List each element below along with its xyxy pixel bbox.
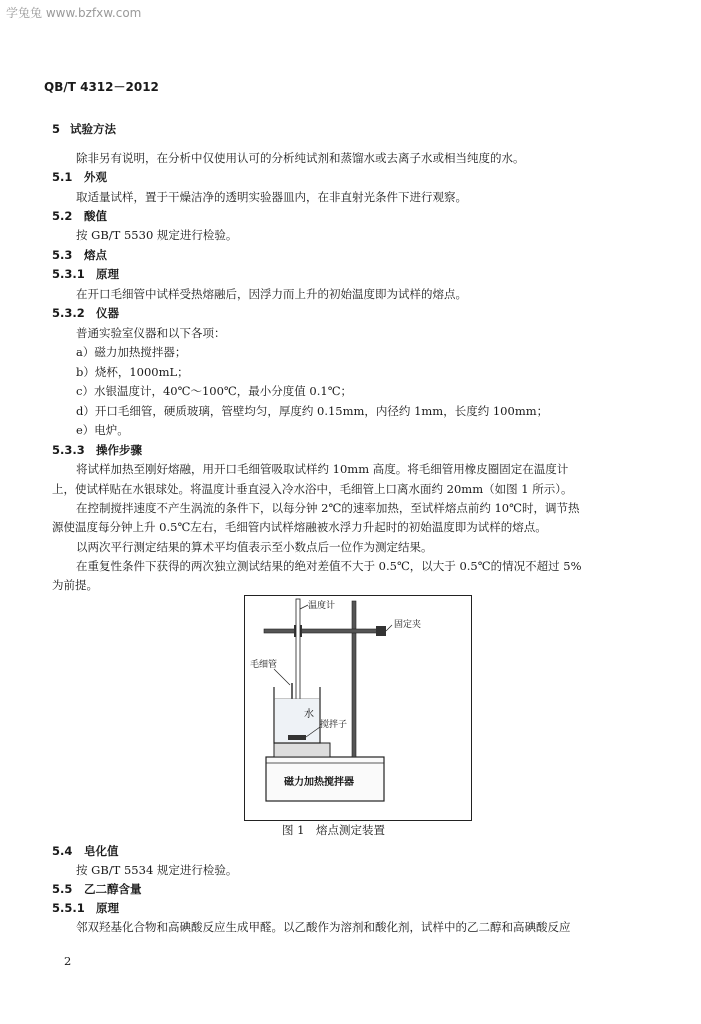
- section-5-5-1-title: 原理: [96, 901, 119, 915]
- instrument-item: a）磁力加热搅拌器；: [76, 345, 187, 359]
- section-5-3-2-title: 仪器: [96, 306, 119, 320]
- clamp-leader: [386, 625, 392, 631]
- section-5-1-number: 5.1: [52, 170, 73, 184]
- procedure-line: 在重复性条件下获得的两次独立测试结果的绝对差值不大于 0.5℃，以大于 0.5℃的情况不超过 5%: [76, 559, 582, 573]
- clamp-label: 固定夹: [394, 620, 422, 630]
- figure-caption: 图 1 熔点测定装置: [282, 823, 385, 837]
- clamp-knob: [376, 626, 386, 636]
- capillary-label: 毛细管: [250, 660, 278, 670]
- section-5-2-text: 按 GB/T 5530 规定进行检验。: [76, 228, 238, 242]
- section-5-number: 5: [52, 122, 61, 136]
- section-5-3-number: 5.3: [52, 248, 73, 262]
- section-5-intro: 除非另有说明，在分析中仅使用认可的分析纯试剂和蒸馏水或去离子水或相当纯度的水。: [76, 151, 525, 165]
- section-5-5-number: 5.5: [52, 882, 73, 896]
- instrument-item: e）电炉。: [76, 423, 129, 437]
- procedure-line: 源使温度每分钟上升 0.5℃左右，毛细管内试样熔融被水浮力升起时的初始温度即为试样的熔点。: [52, 520, 547, 534]
- section-5-2-title: 酸值: [84, 209, 107, 223]
- instrument-intro: 普通实验室仪器和以下各项：: [76, 326, 226, 340]
- thermometer-leader: [300, 605, 308, 609]
- apparatus-diagram: [244, 595, 472, 821]
- procedure-line: 上，使试样贴在水银球处。将温度计垂直浸入冷水浴中，毛细管上口离水面约 20mm（如图 1 所示）。: [52, 482, 573, 496]
- procedure-line: 为前提。: [52, 578, 98, 592]
- stir-bar-label: 搅拌子: [320, 720, 348, 730]
- section-5-3-1-title: 原理: [96, 267, 119, 281]
- watermark: 学兔兔 www.bzfxw.com: [6, 6, 142, 20]
- instrument-item: b）烧杯，1000mL；: [76, 365, 189, 379]
- page-number: 2: [64, 954, 72, 968]
- section-5-title: 试验方法: [70, 122, 116, 136]
- section-5-3-2-number: 5.3.2: [52, 306, 85, 320]
- section-5-4-number: 5.4: [52, 844, 73, 858]
- section-5-3-3-title: 操作步骤: [96, 443, 142, 457]
- standard-code: QB/T 4312－2012: [44, 80, 159, 94]
- clamp-arm: [264, 629, 380, 633]
- section-5-4-title: 皂化值: [84, 844, 119, 858]
- stirrer-label: 磁力加热搅拌器: [284, 777, 354, 788]
- thermometer-label: 温度计: [308, 601, 336, 611]
- section-5-5-1-text: 邻双羟基化合物和高碘酸反应生成甲醛。以乙酸作为溶剂和酸化剂，试样中的乙二醇和高碘酸反应: [76, 920, 571, 934]
- support-rod: [352, 601, 356, 757]
- section-5-2-number: 5.2: [52, 209, 73, 223]
- section-5-1-title: 外观: [84, 170, 107, 184]
- stir-bar: [288, 735, 306, 740]
- procedure-line: 在控制搅拌速度不产生涡流的条件下，以每分钟 2℃的速率加热，至试样熔点前约 10℃时，调节热: [76, 501, 580, 515]
- section-5-1-text: 取适量试样，置于干燥洁净的透明实验器皿内，在非直射光条件下进行观察。: [76, 190, 467, 204]
- section-5-3-1-number: 5.3.1: [52, 267, 85, 281]
- section-5-5-title: 乙二醇含量: [84, 882, 142, 896]
- instrument-item: c）水银温度计，40℃～100℃，最小分度值 0.1℃；: [76, 384, 353, 398]
- section-5-5-1-number: 5.5.1: [52, 901, 85, 915]
- hot-plate: [274, 743, 330, 757]
- instrument-item: d）开口毛细管，硬质玻璃，管壁均匀，厚度约 0.15mm，内径约 1mm，长度约 100mm；: [76, 404, 549, 418]
- capillary-leader: [274, 669, 290, 685]
- procedure-line: 以两次平行测定结果的算术平均值表示至小数点后一位作为测定结果。: [76, 540, 433, 554]
- section-5-3-3-number: 5.3.3: [52, 443, 85, 457]
- procedure-line: 将试样加热至刚好熔融，用开口毛细管吸取试样约 10mm 高度。将毛细管用橡皮圈固定在温度计: [76, 462, 569, 476]
- water-label: 水: [304, 709, 314, 720]
- melting-point-apparatus-figure: [244, 595, 472, 821]
- section-5-3-1-text: 在开口毛细管中试样受热熔融后，因浮力而上升的初始温度即为试样的熔点。: [76, 287, 467, 301]
- section-5-4-text: 按 GB/T 5534 规定进行检验。: [76, 863, 238, 877]
- section-5-3-title: 熔点: [84, 248, 107, 262]
